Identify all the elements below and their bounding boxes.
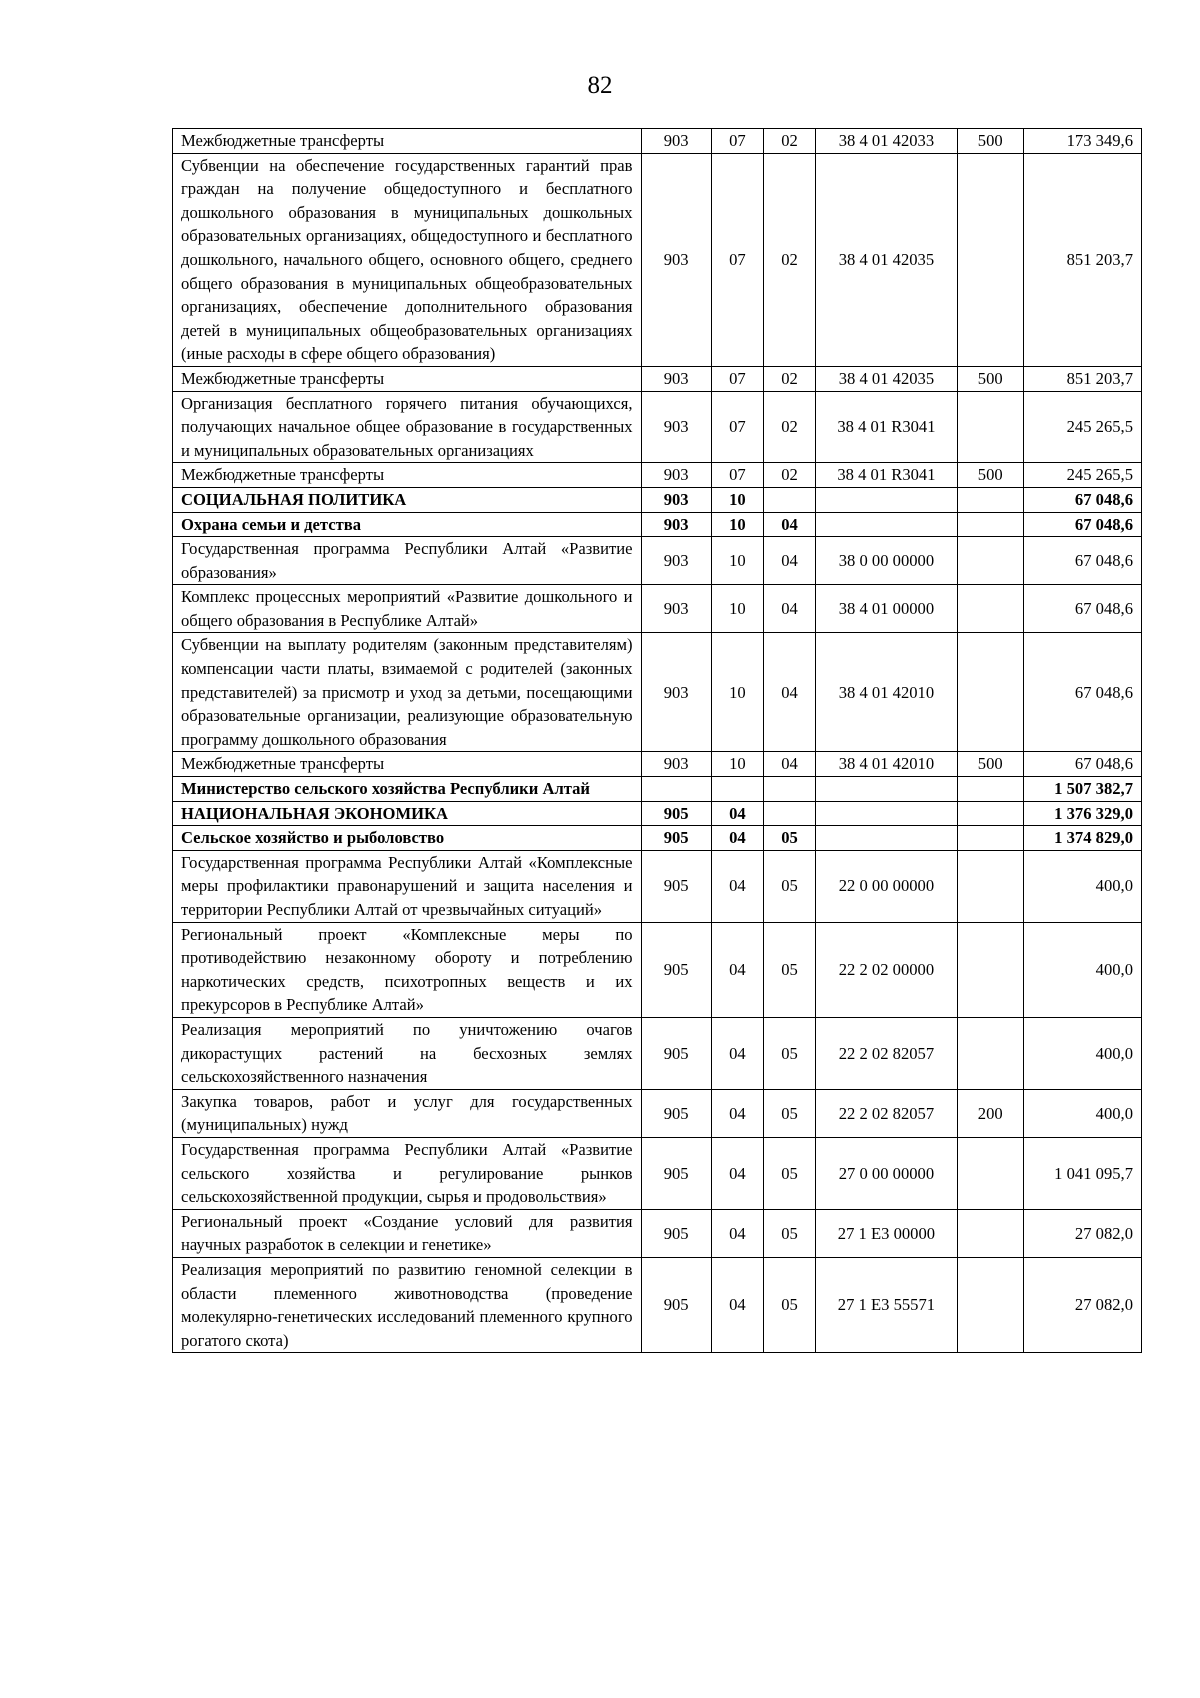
ministry-code-cell: 905	[641, 1017, 711, 1089]
section-code-cell: 10	[711, 633, 763, 752]
target-article-cell: 22 0 00 00000	[816, 850, 958, 922]
ministry-code-cell: 905	[641, 850, 711, 922]
row-description: Министерство сельского хозяйства Республики Алтай	[173, 777, 642, 802]
expense-type-cell	[957, 850, 1023, 922]
target-article-cell: 38 0 00 00000	[816, 537, 958, 585]
expense-type-cell	[957, 1209, 1023, 1257]
section-code-cell: 07	[711, 129, 763, 154]
section-code-cell: 04	[711, 826, 763, 851]
expense-type-cell	[957, 826, 1023, 851]
expense-type-cell: 500	[957, 129, 1023, 154]
target-article-cell: 27 1 E3 00000	[816, 1209, 958, 1257]
table-row	[173, 1257, 1142, 1352]
subsection-code-cell: 05	[763, 1137, 815, 1209]
amount-cell: 67 048,6	[1023, 633, 1141, 752]
ministry-code-cell: 903	[641, 153, 711, 366]
amount-cell: 67 048,6	[1023, 752, 1141, 777]
table-row	[173, 752, 1142, 777]
subsection-code-cell: 02	[763, 129, 815, 154]
amount-cell: 245 265,5	[1023, 391, 1141, 463]
row-description: Реализация мероприятий по развитию геномной селекции в области племенного животноводства (проведение молекулярно-генетических исследований племенного крупного рогатого скота)	[173, 1257, 642, 1352]
amount-cell: 67 048,6	[1023, 512, 1141, 537]
row-description: Государственная программа Республики Алтай «Комплексные меры профилактики правонарушений и защита населения и территории Республики Алтай от чрезвычайных ситуаций»	[173, 850, 642, 922]
expense-type-cell	[957, 777, 1023, 802]
table-row	[173, 1209, 1142, 1257]
amount-cell: 400,0	[1023, 1017, 1141, 1089]
row-description: Охрана семьи и детства	[173, 512, 642, 537]
section-code-cell: 04	[711, 1089, 763, 1137]
target-article-cell	[816, 777, 958, 802]
amount-cell: 1 507 382,7	[1023, 777, 1141, 802]
table-row	[173, 801, 1142, 826]
subsection-code-cell: 04	[763, 537, 815, 585]
section-code-cell	[711, 777, 763, 802]
expense-type-cell	[957, 153, 1023, 366]
table-row	[173, 1137, 1142, 1209]
budget-table	[172, 128, 1142, 1353]
subsection-code-cell: 04	[763, 512, 815, 537]
table-row	[173, 153, 1142, 366]
section-code-cell: 04	[711, 922, 763, 1017]
target-article-cell: 27 0 00 00000	[816, 1137, 958, 1209]
ministry-code-cell: 905	[641, 1089, 711, 1137]
ministry-code-cell: 903	[641, 129, 711, 154]
table-row	[173, 850, 1142, 922]
section-code-cell: 04	[711, 1137, 763, 1209]
amount-cell: 400,0	[1023, 922, 1141, 1017]
section-code-cell: 07	[711, 391, 763, 463]
ministry-code-cell: 905	[641, 1209, 711, 1257]
table-row	[173, 1089, 1142, 1137]
row-description: Межбюджетные трансферты	[173, 366, 642, 391]
subsection-code-cell: 05	[763, 922, 815, 1017]
amount-cell: 851 203,7	[1023, 366, 1141, 391]
expense-type-cell	[957, 1257, 1023, 1352]
target-article-cell: 22 2 02 82057	[816, 1089, 958, 1137]
table-row	[173, 826, 1142, 851]
subsection-code-cell: 02	[763, 153, 815, 366]
table-row	[173, 512, 1142, 537]
row-description: Межбюджетные трансферты	[173, 463, 642, 488]
amount-cell: 400,0	[1023, 1089, 1141, 1137]
ministry-code-cell: 903	[641, 633, 711, 752]
expense-type-cell: 500	[957, 752, 1023, 777]
row-description: Субвенции на обеспечение государственных гарантий прав граждан на получение общедоступного и бесплатного дошкольного образования в муниципальных дошкольных образовательных организациях, общедоступного и бесплатного дошкольного, начального общего, основного общего, среднего общего образования в муниципальных общеобразовательных организациях, обеспечение дополнительного образования детей в муниципальных общеобразовательных организациях (иные расходы в сфере общего образования)	[173, 153, 642, 366]
row-description: НАЦИОНАЛЬНАЯ ЭКОНОМИКА	[173, 801, 642, 826]
expense-type-cell	[957, 1137, 1023, 1209]
row-description: Сельское хозяйство и рыболовство	[173, 826, 642, 851]
subsection-code-cell: 05	[763, 850, 815, 922]
table-row	[173, 633, 1142, 752]
subsection-code-cell: 04	[763, 752, 815, 777]
ministry-code-cell: 903	[641, 537, 711, 585]
row-description: Организация бесплатного горячего питания обучающихся, получающих начальное общее образование в государственных и муниципальных образовательных организациях	[173, 391, 642, 463]
ministry-code-cell: 905	[641, 826, 711, 851]
target-article-cell: 38 4 01 00000	[816, 585, 958, 633]
row-description: Закупка товаров, работ и услуг для государственных (муниципальных) нужд	[173, 1089, 642, 1137]
section-code-cell: 04	[711, 801, 763, 826]
subsection-code-cell: 02	[763, 366, 815, 391]
subsection-code-cell: 04	[763, 633, 815, 752]
amount-cell: 1 374 829,0	[1023, 826, 1141, 851]
subsection-code-cell	[763, 487, 815, 512]
amount-cell: 27 082,0	[1023, 1209, 1141, 1257]
target-article-cell	[816, 826, 958, 851]
target-article-cell: 38 4 01 42010	[816, 752, 958, 777]
amount-cell: 851 203,7	[1023, 153, 1141, 366]
section-code-cell: 04	[711, 850, 763, 922]
row-description: Реализация мероприятий по уничтожению очагов дикорастущих растений на бесхозных землях сельскохозяйственного назначения	[173, 1017, 642, 1089]
expense-type-cell	[957, 537, 1023, 585]
amount-cell: 245 265,5	[1023, 463, 1141, 488]
amount-cell: 67 048,6	[1023, 537, 1141, 585]
target-article-cell: 22 2 02 82057	[816, 1017, 958, 1089]
subsection-code-cell: 05	[763, 1017, 815, 1089]
ministry-code-cell: 903	[641, 585, 711, 633]
ministry-code-cell	[641, 777, 711, 802]
section-code-cell: 04	[711, 1017, 763, 1089]
amount-cell: 400,0	[1023, 850, 1141, 922]
ministry-code-cell: 903	[641, 366, 711, 391]
expense-type-cell	[957, 585, 1023, 633]
table-row	[173, 366, 1142, 391]
table-row	[173, 129, 1142, 154]
amount-cell: 67 048,6	[1023, 487, 1141, 512]
section-code-cell: 10	[711, 752, 763, 777]
ministry-code-cell: 903	[641, 487, 711, 512]
target-article-cell: 22 2 02 00000	[816, 922, 958, 1017]
amount-cell: 67 048,6	[1023, 585, 1141, 633]
ministry-code-cell: 903	[641, 463, 711, 488]
target-article-cell: 27 1 E3 55571	[816, 1257, 958, 1352]
row-description: Государственная программа Республики Алтай «Развитие сельского хозяйства и регулирование рынков сельскохозяйственной продукции, сырья и продовольствия»	[173, 1137, 642, 1209]
row-description: СОЦИАЛЬНАЯ ПОЛИТИКА	[173, 487, 642, 512]
subsection-code-cell	[763, 801, 815, 826]
ministry-code-cell: 905	[641, 1257, 711, 1352]
subsection-code-cell	[763, 777, 815, 802]
expense-type-cell	[957, 801, 1023, 826]
ministry-code-cell: 903	[641, 752, 711, 777]
row-description: Межбюджетные трансферты	[173, 752, 642, 777]
expense-type-cell: 500	[957, 463, 1023, 488]
expense-type-cell: 500	[957, 366, 1023, 391]
row-description: Комплекс процессных мероприятий «Развитие дошкольного и общего образования в Республике Алтай»	[173, 585, 642, 633]
expense-type-cell	[957, 922, 1023, 1017]
page-number: 82	[587, 72, 613, 99]
table-row	[173, 1017, 1142, 1089]
ministry-code-cell: 903	[641, 391, 711, 463]
amount-cell: 1 376 329,0	[1023, 801, 1141, 826]
expense-type-cell	[957, 512, 1023, 537]
section-code-cell: 10	[711, 537, 763, 585]
target-article-cell: 38 4 01 42035	[816, 366, 958, 391]
target-article-cell: 38 4 01 R3041	[816, 391, 958, 463]
section-code-cell: 10	[711, 585, 763, 633]
table-row	[173, 777, 1142, 802]
table-row	[173, 922, 1142, 1017]
amount-cell: 173 349,6	[1023, 129, 1141, 154]
amount-cell: 1 041 095,7	[1023, 1137, 1141, 1209]
subsection-code-cell: 04	[763, 585, 815, 633]
amount-cell: 27 082,0	[1023, 1257, 1141, 1352]
table-row	[173, 585, 1142, 633]
table-row	[173, 487, 1142, 512]
section-code-cell: 07	[711, 153, 763, 366]
expense-type-cell: 200	[957, 1089, 1023, 1137]
table-row	[173, 463, 1142, 488]
subsection-code-cell: 05	[763, 1257, 815, 1352]
expense-type-cell	[957, 487, 1023, 512]
subsection-code-cell: 02	[763, 463, 815, 488]
target-article-cell	[816, 801, 958, 826]
table-row	[173, 391, 1142, 463]
subsection-code-cell: 02	[763, 391, 815, 463]
section-code-cell: 04	[711, 1257, 763, 1352]
section-code-cell: 04	[711, 1209, 763, 1257]
target-article-cell	[816, 487, 958, 512]
expense-type-cell	[957, 633, 1023, 752]
target-article-cell: 38 4 01 R3041	[816, 463, 958, 488]
target-article-cell: 38 4 01 42010	[816, 633, 958, 752]
section-code-cell: 07	[711, 366, 763, 391]
expense-type-cell	[957, 1017, 1023, 1089]
ministry-code-cell: 905	[641, 922, 711, 1017]
row-description: Межбюджетные трансферты	[173, 129, 642, 154]
ministry-code-cell: 903	[641, 512, 711, 537]
section-code-cell: 07	[711, 463, 763, 488]
target-article-cell: 38 4 01 42035	[816, 153, 958, 366]
section-code-cell: 10	[711, 487, 763, 512]
row-description: Субвенции на выплату родителям (законным представителям) компенсации части платы, взимаемой с родителей (законных представителей) за присмотр и уход за детьми, посещающими образовательные организации, реализующие образовательную программу дошкольного образования	[173, 633, 642, 752]
subsection-code-cell: 05	[763, 1209, 815, 1257]
subsection-code-cell: 05	[763, 826, 815, 851]
row-description: Региональный проект «Создание условий для развития научных разработок в селекции и генетике»	[173, 1209, 642, 1257]
row-description: Региональный проект «Комплексные меры по противодействию незаконному обороту и потреблению наркотических средств, психотропных веществ и их прекурсоров в Республике Алтай»	[173, 922, 642, 1017]
target-article-cell	[816, 512, 958, 537]
table-row	[173, 537, 1142, 585]
ministry-code-cell: 905	[641, 801, 711, 826]
expense-type-cell	[957, 391, 1023, 463]
ministry-code-cell: 905	[641, 1137, 711, 1209]
target-article-cell: 38 4 01 42033	[816, 129, 958, 154]
section-code-cell: 10	[711, 512, 763, 537]
row-description: Государственная программа Республики Алтай «Развитие образования»	[173, 537, 642, 585]
subsection-code-cell: 05	[763, 1089, 815, 1137]
